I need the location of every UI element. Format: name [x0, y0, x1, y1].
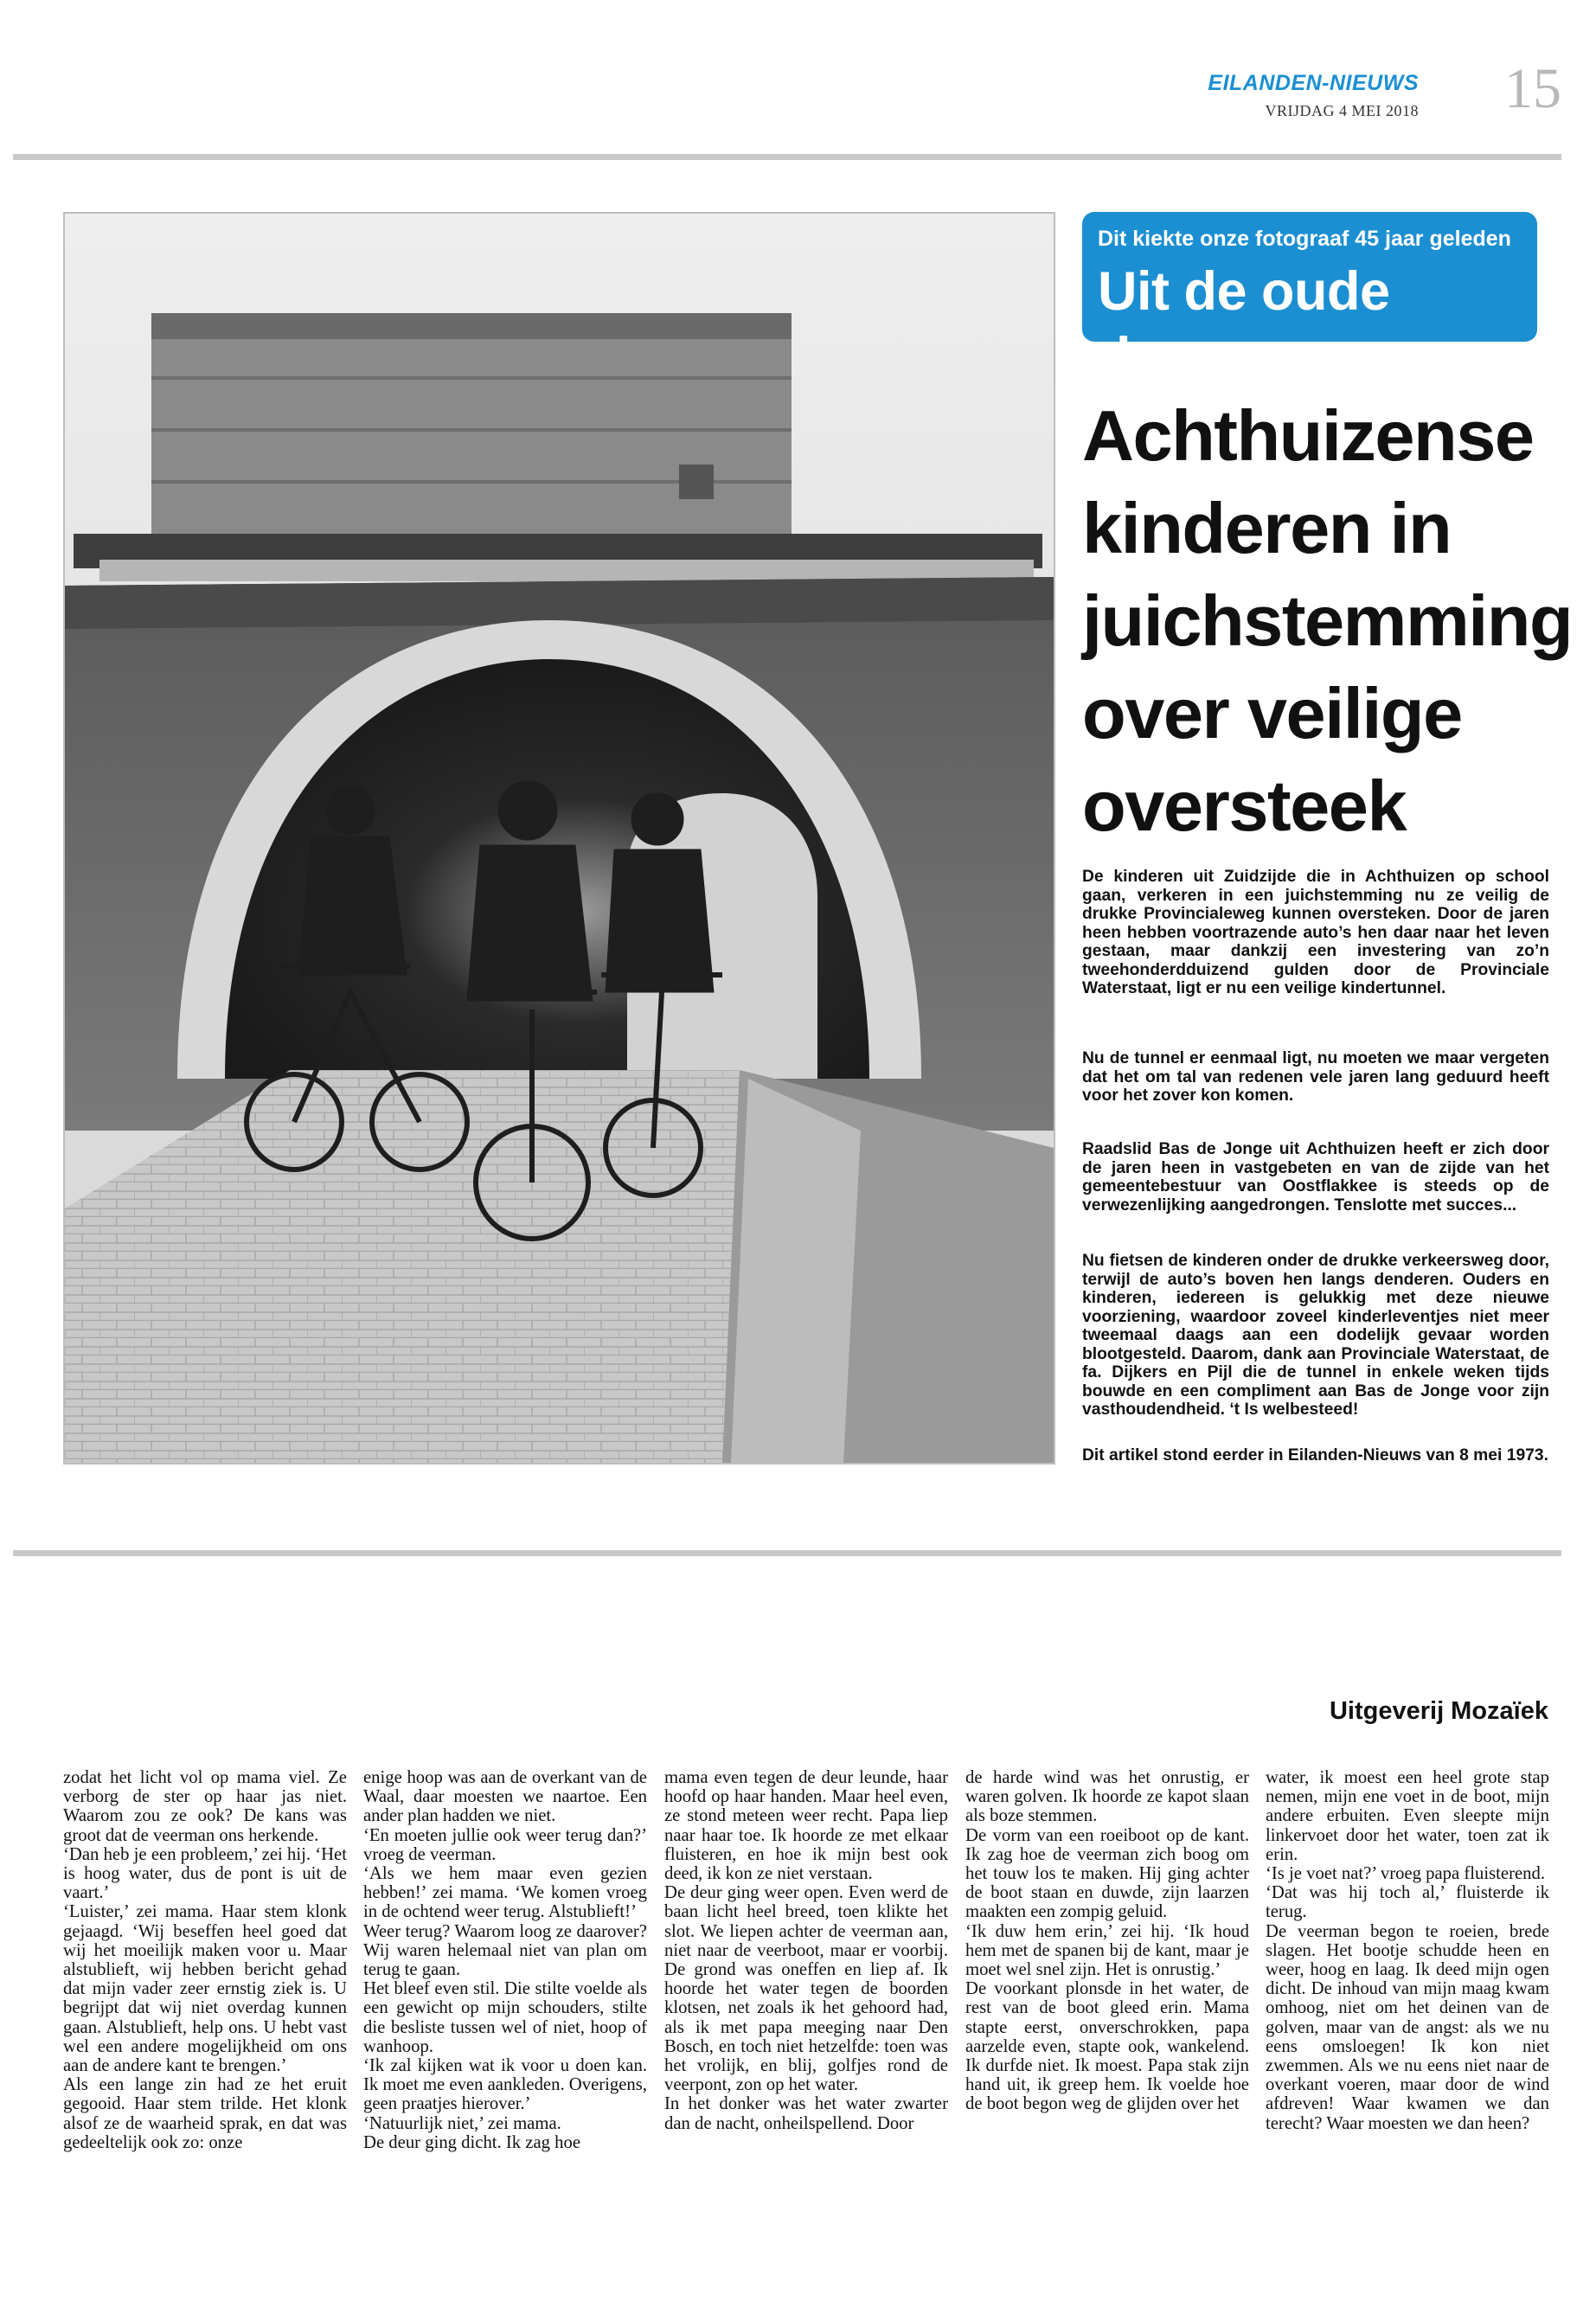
- story-paragraph: Het bleef even stil. Die stilte voelde als een gewicht op mijn schouders, stilte die besliste tussen wel of niet, hoop of wanhoop.: [363, 1979, 647, 2056]
- story-paragraph: De veerman begon te roeien, brede slagen. Het bootje schudde heen en weer, hoog en laag. Ik deed mijn ogen dicht. De inhoud van mijn maag kwam omhoog, niet om het deinen van de golven, maar van de angst: als we nu eens omsloegen! Ik kon niet zwemmen. Als we nu eens niet naar de overkant voeren, maar door de wind afdreven! Waar kwamen we dan terecht? Waar moesten we dan heen?: [1266, 1921, 1549, 2133]
- story-paragraph: De deur ging dicht. Ik zag hoe: [363, 2132, 581, 2152]
- story-paragraph: In het donker was het water zwarter dan de nacht, onheilspellend. Door: [664, 2094, 948, 2133]
- publisher-credit: Uitgeverij Mozaïek: [1329, 1697, 1548, 1725]
- article-paragraph: Nu fietsen de kinderen onder de drukke verkeersweg door, terwijl de auto’s boven hen langs denderen. Ouders en kinderen, iedereen is gelukkig met deze nieuwe voorziening, waardoor zoveel kinderleventjes niet meer tweemaal daags aan een dodelijk gevaar worden blootgesteld. Daarom, dank aan Provinciale Waterstaat, de fa. Dijkers en Pijl die de tunnel in enkele weken tijds bouwde en een compliment aan Bas de Jonge voor zijn vasthoudendheid. ‘t Is welbesteed!: [1082, 1252, 1549, 1419]
- newspaper-logo: EILANDEN-NIEUWS: [1208, 71, 1419, 95]
- article-source-note: Dit artikel stond eerder in Eilanden-Nieuws van 8 mei 1973.: [1082, 1446, 1548, 1465]
- article-paragraph: Nu de tunnel er eenmaal ligt, nu moeten we maar vergeten dat het om tal van redenen vele jaren lang geduurd heeft voor het zover kon komen.: [1082, 1049, 1549, 1105]
- story-paragraph: ‘Dan heb je een probleem,’ zei hij. ‘Het is hoog water, dus de pont is uit de vaart.’: [63, 1844, 347, 1903]
- story-paragraph: De voorkant plonsde in het water, de rest van de boot gleed erin. Mama stapte eerst, onverschrokken, papa aarzelde even, stapte ook, wankelend. Ik durfde niet. Ik moest. Papa stak zijn hand uit, ik greep hem. Ik voelde hoe de boot begon weg de glijden over het: [965, 1979, 1249, 2114]
- section-divider: [13, 1550, 1561, 1556]
- story-paragraph: de harde wind was het onrustig, er waren golven. Ik hoorde ze kapot slaan als boze stemmen.: [965, 1768, 1249, 1826]
- story-paragraph: ‘En moeten jullie ook weer terug dan?’ vroeg de veerman.: [363, 1825, 647, 1864]
- story-paragraph: mama even tegen de deur leunde, haar hoofd op haar handen. Maar heel even, ze stond meteen weer recht. Papa liep naar haar toe. Ik hoorde ze met elkaar fluisteren, en hoe ik mijn best ook deed, ik kon ze niet verstaan.: [664, 1768, 948, 1884]
- story-column-1: [63, 1768, 347, 2152]
- story-paragraph: zodat het licht vol op mama viel. Ze verborg de ster op haar jas niet. Waarom zou ze ook? De kans was groot dat de veerman ons herkende.: [63, 1768, 347, 1845]
- story-paragraph: ‘Is je voet nat?’ vroeg papa fluisterend.: [1266, 1864, 1546, 1884]
- story-paragraph: ‘Ik zal kijken wat ik voor u doen kan. Ik moet me even aankleden. Overigens, geen praatjes hierover.’: [363, 2056, 647, 2114]
- article-paragraph: Raadslid Bas de Jonge uit Achthuizen heeft er zich door de jaren heen in vastgebeten en van de zijde van het gemeentebestuur van Oostflakkee is steeds op de verwezenlijking aangedrongen. Tenslotte met succes...: [1082, 1140, 1549, 1215]
- article-headline: Achthuizense kinderen in juichstemming over veilige oversteek: [1082, 395, 1573, 846]
- story-column-3: [664, 1768, 948, 2133]
- top-divider: [13, 154, 1561, 160]
- rubric-title: Uit de oude doos: [1098, 261, 1390, 388]
- archive-photo: [63, 212, 1055, 1465]
- rubric-subtitle: Dit kiekte onze fotograaf 45 jaar geleden: [1098, 227, 1511, 251]
- story-paragraph: enige hoop was aan de overkant van de Waal, daar moesten we naartoe. Een ander plan hadden we niet.: [363, 1768, 647, 1826]
- photo-tunnel-cyclists-icon: [65, 214, 1054, 1463]
- story-paragraph: ‘Luister,’ zei mama. Haar stem klonk gejaagd. ‘Wij beseffen heel goed dat wij het moeilijk maken voor u. Maar alstublieft, wij hebben bericht gehad dat mijn vader zeer ernstig ziek is. U begrijpt dat wij niet overdag kunnen gaan. Alstublieft, help ons. U hebt vast wel een andere mogelijkheid om ons aan de andere kant te brengen.’: [63, 1902, 347, 2076]
- page-number: 15: [1504, 57, 1561, 120]
- story-paragraph: De deur ging weer open. Even werd de baan licht heel breed, toen klikte het slot. We liepen achter de veerman aan, niet naar de veerboot, maar er voorbij. De grond was oneffen en liep af. Ik hoorde het water tegen de boorden klotsen, net zoals ik het gehoord had, als ik met papa meeging naar Den Bosch, en toch niet hetzelfde: toen was het vrolijk, en blij, golfjes rond de veerpont, zon op het water.: [664, 1883, 948, 2095]
- article-paragraph: De kinderen uit Zuidzijde die in Achthuizen op school gaan, verkeren in een juichstemming nu ze veilig de drukke Provincialeweg kunnen oversteken. Door de jaren heen hebben voortrazende auto’s hen daar naar het leven gestaan, maar dankzij een investering van zo’n tweehonderdduizend gulden door de Provinciale Waterstaat, ligt er nu een veilige kindertunnel.: [1082, 868, 1549, 997]
- publication-date: VRIJDAG 4 MEI 2018: [1265, 102, 1419, 119]
- story-column-2: [363, 1768, 647, 2152]
- story-column-4: [965, 1768, 1249, 2114]
- story-paragraph: water, ik moest een heel grote stap nemen, mijn ene voet in de boot, mijn andere erbuiten. Even sleepte mijn linkervoet door het water, toen zat ik erin.: [1266, 1768, 1549, 1864]
- section-rubric: [1082, 212, 1537, 388]
- story-paragraph: ‘Dat was hij toch al,’ fluisterde ik terug.: [1266, 1883, 1549, 1922]
- story-paragraph: ‘Natuurlijk niet,’ zei mama.: [363, 2113, 561, 2133]
- story-paragraph: Als een lange zin had ze het eruit gegooid. Haar stem trilde. Het klonk alsof ze de waarheid sprak, en dat was gedeeltelijk ook zo: onze: [63, 2075, 347, 2152]
- story-paragraph: ‘Als we hem maar even gezien hebben!’ zei mama. ‘We komen vroeg in de ochtend weer terug. Alstublieft!’: [363, 1864, 647, 1922]
- story-paragraph: Weer terug? Waarom loog ze daarover? Wij waren helemaal niet van plan om terug te gaan.: [363, 1921, 647, 1980]
- story-paragraph: De vorm van een roeiboot op de kant. Ik zag hoe de veerman zich boog om het touw los te maken. Hij ging achter de boot staan en duwde, zijn laarzen maakten een zompig geluid.: [965, 1825, 1249, 1922]
- story-column-5: [1266, 1768, 1549, 2133]
- story-paragraph: ‘Ik duw hem erin,’ zei hij. ‘Ik houd hem met de spanen bij de kant, maar je moet wel snel zijn. Het is onrustig.’: [965, 1921, 1249, 1980]
